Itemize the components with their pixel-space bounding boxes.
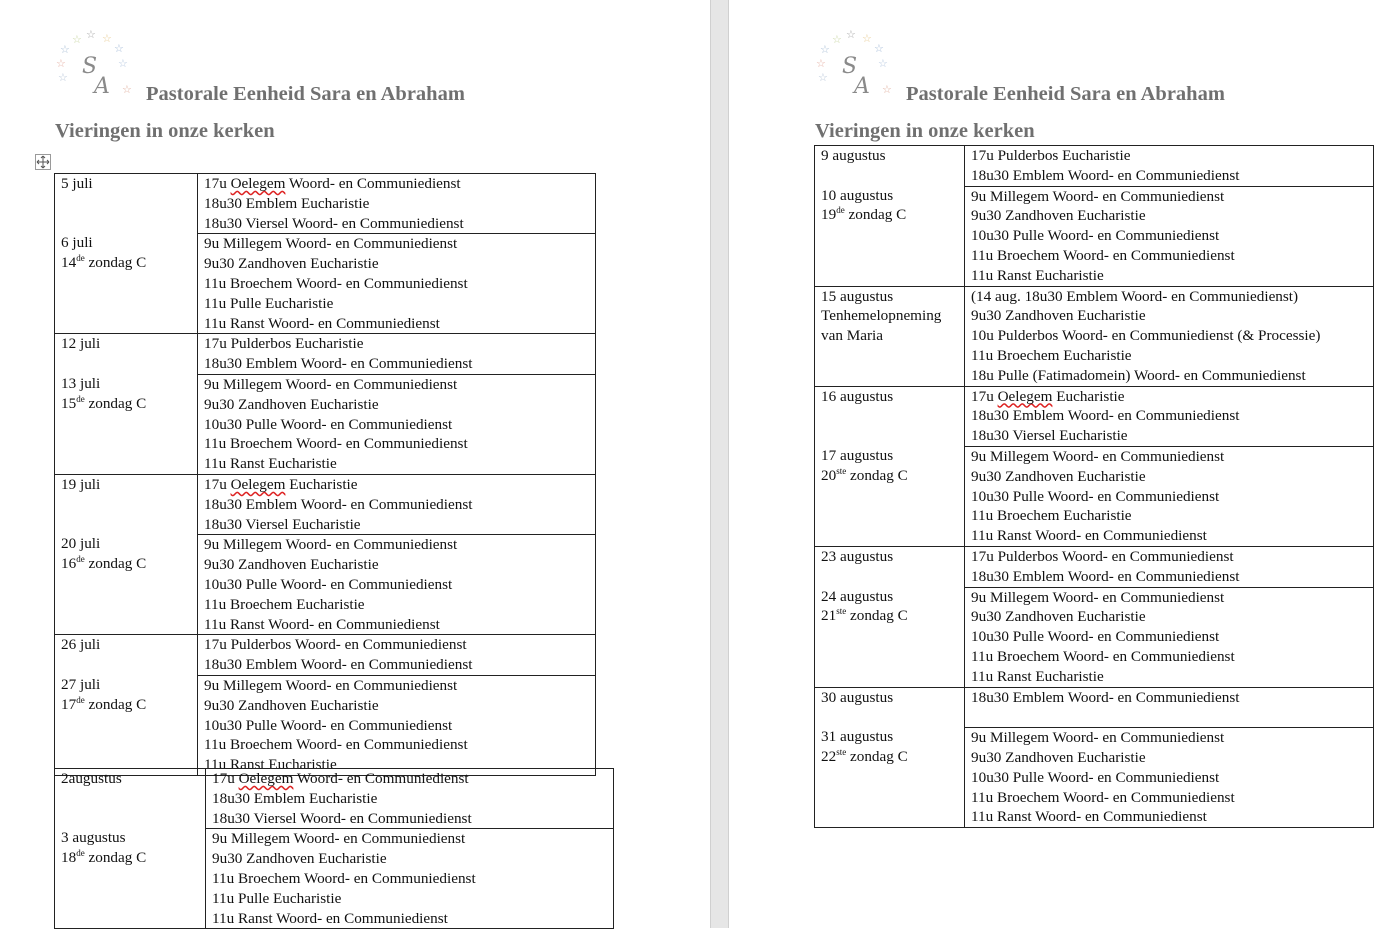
saturday-date: 19 juli bbox=[61, 475, 101, 493]
service-line: 11u Broechem Eucharistie bbox=[971, 507, 1132, 525]
document-title: Vieringen in onze kerken bbox=[815, 120, 1035, 142]
sunday-services bbox=[965, 728, 1374, 828]
service-line: 11u Ranst Eucharistie bbox=[204, 455, 337, 473]
ordinal-suffix: de bbox=[836, 205, 845, 216]
service-line: 11u Ranst Eucharistie bbox=[971, 266, 1104, 284]
service-line: 9u Millegem Woord- en Communiedienst bbox=[971, 187, 1225, 205]
date-cell bbox=[55, 174, 198, 334]
spacer bbox=[61, 809, 199, 829]
schedule-table-right bbox=[814, 145, 1374, 828]
schedule-left-body bbox=[55, 174, 596, 776]
service-line: 9u30 Zandhoven Eucharistie bbox=[204, 556, 379, 574]
sunday-date: 13 juli bbox=[61, 374, 101, 392]
date-cell bbox=[55, 769, 206, 929]
table-row bbox=[815, 146, 1374, 187]
sunday-label: 22ste zondag C bbox=[821, 746, 908, 765]
table-row bbox=[55, 635, 596, 676]
service-line: 17u Pulderbos Eucharistie bbox=[971, 147, 1131, 164]
service-line: 18u30 Emblem Woord- en Communiedienst bbox=[971, 407, 1240, 425]
service-line: 17u Oelegem Eucharistie bbox=[971, 387, 1125, 405]
parish-logo-right bbox=[812, 27, 902, 99]
date-cell bbox=[815, 146, 965, 287]
sunday-date: 24 augustus bbox=[821, 587, 894, 605]
svg-text:☆: ☆ bbox=[114, 42, 124, 55]
service-line: 11u Broechem Woord- en Communiedienst bbox=[971, 246, 1235, 264]
service-line: 11u Pulle Eucharistie bbox=[212, 889, 342, 907]
organization-title: Pastorale Eenheid Sara en Abraham bbox=[906, 83, 1225, 105]
page-gutter bbox=[710, 0, 729, 928]
sunday-label: 16de zondag C bbox=[61, 554, 147, 573]
sunday-date: 31 augustus bbox=[821, 728, 894, 746]
sunday-date: 6 juli bbox=[61, 234, 93, 252]
saturday-services bbox=[965, 386, 1374, 446]
service-line: 9u30 Zandhoven Eucharistie bbox=[971, 608, 1146, 626]
sunday-label: 21ste zondag C bbox=[821, 606, 908, 625]
service-line: 17u Oelegem Eucharistie bbox=[204, 475, 358, 493]
spacer bbox=[61, 495, 191, 515]
sunday-services bbox=[198, 374, 596, 474]
saturday-date: 16 augustus bbox=[821, 387, 894, 405]
service-line: 18u30 Viersel Woord- en Communiedienst bbox=[212, 809, 472, 827]
service-line: 11u Ranst Woord- en Communiedienst bbox=[212, 909, 448, 927]
svg-text:S: S bbox=[82, 54, 98, 79]
saturday-services bbox=[198, 334, 596, 375]
feast-label: van Maria bbox=[821, 327, 883, 345]
date-cell bbox=[815, 546, 965, 687]
schedule-right-body bbox=[815, 146, 1374, 828]
document-title: Vieringen in onze kerken bbox=[55, 120, 275, 142]
spacer bbox=[821, 707, 958, 727]
spacer bbox=[821, 426, 958, 446]
table-row bbox=[815, 286, 1374, 386]
service-line: 11u Pulle Eucharistie bbox=[204, 294, 334, 312]
saturday-services bbox=[965, 146, 1374, 187]
svg-text:☆: ☆ bbox=[72, 33, 82, 46]
service-line: 10u30 Pulle Woord- en Communiedienst bbox=[971, 768, 1220, 786]
svg-text:A: A bbox=[94, 74, 110, 99]
service-line: 17u Pulderbos Eucharistie bbox=[204, 335, 364, 353]
svg-text:S: S bbox=[842, 54, 858, 79]
table-row bbox=[55, 334, 596, 375]
service-line: 10u30 Pulle Woord- en Communiedienst bbox=[204, 575, 453, 593]
ordinal-suffix: ste bbox=[836, 465, 847, 476]
spacer bbox=[971, 707, 1367, 727]
service-line: 11u Ranst Eucharistie bbox=[971, 667, 1104, 685]
svg-text:☆: ☆ bbox=[56, 57, 66, 70]
sunday-services bbox=[965, 587, 1374, 687]
svg-text:☆: ☆ bbox=[818, 71, 828, 84]
svg-text:☆: ☆ bbox=[846, 28, 856, 41]
sunday-services bbox=[198, 234, 596, 334]
service-line: 11u Broechem Woord- en Communiedienst bbox=[204, 435, 468, 453]
sunday-date: 20 juli bbox=[61, 535, 101, 553]
ordinal-suffix: de bbox=[76, 694, 85, 705]
service-line: 9u30 Zandhoven Eucharistie bbox=[204, 395, 379, 413]
service-line: 11u Broechem Woord- en Communiedienst bbox=[971, 788, 1235, 806]
sunday-services bbox=[206, 829, 614, 929]
star-wreath-logo-icon bbox=[52, 27, 142, 99]
service-line: 17u Oelegem Woord- en Communiedienst bbox=[212, 770, 469, 787]
svg-text:☆: ☆ bbox=[118, 57, 128, 70]
service-line: 18u30 Emblem Woord- en Communiedienst bbox=[971, 567, 1240, 585]
table-row bbox=[815, 386, 1374, 446]
saturday-services bbox=[206, 769, 614, 829]
spellcheck-word: Oelegem bbox=[997, 387, 1053, 405]
service-line: 18u30 Emblem Woord- en Communiedienst bbox=[204, 656, 473, 674]
sunday-date: 27 juli bbox=[61, 675, 101, 693]
feast-services bbox=[965, 286, 1374, 386]
saturday-date: 12 juli bbox=[61, 335, 101, 353]
table-row bbox=[815, 687, 1374, 728]
service-line: 18u30 Viersel Eucharistie bbox=[204, 515, 361, 533]
service-line: 11u Broechem Eucharistie bbox=[204, 595, 365, 613]
service-line: 9u Millegem Woord- en Communiedienst bbox=[204, 235, 458, 253]
service-line: 9u Millegem Woord- en Communiedienst bbox=[212, 830, 466, 848]
spellcheck-word: Oelegem bbox=[238, 770, 294, 787]
saturday-services bbox=[198, 174, 596, 234]
schedule-table-left-august bbox=[54, 768, 614, 929]
ordinal-suffix: ste bbox=[836, 606, 847, 617]
service-line: 9u30 Zandhoven Eucharistie bbox=[971, 207, 1146, 225]
service-line: 10u30 Pulle Woord- en Communiedienst bbox=[204, 716, 453, 734]
feast-label: 15 augustus bbox=[821, 287, 894, 305]
service-line: 9u Millegem Woord- en Communiedienst bbox=[204, 375, 458, 393]
saturday-date: 30 augustus bbox=[821, 688, 894, 706]
sunday-services bbox=[198, 675, 596, 775]
schedule-table-left bbox=[54, 173, 596, 776]
service-line: 11u Ranst Woord- en Communiedienst bbox=[971, 808, 1207, 826]
ordinal-suffix: de bbox=[76, 848, 85, 859]
table-row bbox=[815, 546, 1374, 587]
spacer bbox=[821, 166, 958, 186]
spacer bbox=[61, 655, 191, 675]
sunday-label: 15de zondag C bbox=[61, 393, 147, 412]
service-line: 11u Ranst Woord- en Communiedienst bbox=[204, 314, 440, 332]
date-cell bbox=[815, 687, 965, 828]
sunday-date: 17 augustus bbox=[821, 446, 894, 464]
spacer bbox=[821, 406, 958, 426]
ordinal-suffix: de bbox=[76, 253, 85, 264]
sunday-label: 19de zondag C bbox=[821, 205, 907, 224]
service-line: 18u30 Viersel Woord- en Communiedienst bbox=[204, 214, 464, 232]
svg-text:☆: ☆ bbox=[862, 32, 872, 45]
sunday-services bbox=[965, 186, 1374, 286]
service-line: 11u Ranst Woord- en Communiedienst bbox=[971, 527, 1207, 545]
spacer bbox=[61, 214, 191, 234]
saturday-date: 23 augustus bbox=[821, 547, 894, 565]
service-line: 9u30 Zandhoven Eucharistie bbox=[971, 748, 1146, 766]
date-cell bbox=[815, 286, 965, 386]
spacer bbox=[61, 354, 191, 374]
service-line: 10u30 Pulle Woord- en Communiedienst bbox=[971, 227, 1220, 245]
sunday-date: 3 augustus bbox=[61, 829, 126, 847]
svg-text:☆: ☆ bbox=[58, 71, 68, 84]
service-line: 11u Broechem Woord- en Communiedienst bbox=[204, 274, 468, 292]
date-cell bbox=[815, 386, 965, 546]
service-line: 18u30 Emblem Woord- en Communiedienst bbox=[971, 166, 1240, 184]
service-line: 11u Ranst Woord- en Communiedienst bbox=[204, 615, 440, 633]
spacer bbox=[61, 789, 199, 809]
table-row bbox=[55, 769, 614, 829]
service-line: 10u30 Pulle Woord- en Communiedienst bbox=[971, 487, 1220, 505]
service-line: 9u Millegem Woord- en Communiedienst bbox=[971, 729, 1225, 747]
service-line: 18u30 Emblem Eucharistie bbox=[212, 789, 378, 807]
saturday-services bbox=[198, 635, 596, 676]
service-line: 9u Millegem Woord- en Communiedienst bbox=[971, 588, 1225, 606]
service-line: 10u30 Pulle Woord- en Communiedienst bbox=[204, 415, 453, 433]
ordinal-suffix: de bbox=[76, 554, 85, 565]
service-line: 17u Pulderbos Woord- en Communiedienst bbox=[971, 547, 1234, 565]
saturday-services bbox=[198, 474, 596, 534]
svg-text:☆: ☆ bbox=[816, 57, 826, 70]
service-line: 18u30 Emblem Woord- en Communiedienst bbox=[971, 688, 1240, 706]
sunday-services bbox=[965, 446, 1374, 546]
service-line: 10u30 Pulle Woord- en Communiedienst bbox=[971, 628, 1220, 646]
service-line: 18u30 Emblem Woord- en Communiedienst bbox=[204, 495, 473, 513]
table-row bbox=[55, 174, 596, 234]
ordinal-suffix: ste bbox=[836, 746, 847, 757]
service-line: 17u Pulderbos Woord- en Communiedienst bbox=[204, 636, 467, 654]
sunday-label: 17de zondag C bbox=[61, 694, 147, 713]
saturday-services bbox=[965, 546, 1374, 587]
service-line: 9u Millegem Woord- en Communiedienst bbox=[204, 536, 458, 554]
saturday-date: 26 juli bbox=[61, 636, 101, 654]
service-line: 9u Millegem Woord- en Communiedienst bbox=[204, 676, 458, 694]
spacer bbox=[61, 515, 191, 535]
sunday-label: 18de zondag C bbox=[61, 848, 147, 867]
service-line: 9u30 Zandhoven Eucharistie bbox=[971, 467, 1146, 485]
service-line: 9u Millegem Woord- en Communiedienst bbox=[971, 447, 1225, 465]
service-line: 11u Broechem Eucharistie bbox=[971, 346, 1132, 364]
svg-text:A: A bbox=[854, 74, 870, 99]
service-line: 10u Pulderbos Woord- en Communiedienst (& Processie) bbox=[971, 327, 1321, 345]
service-line: 18u30 Emblem Woord- en Communiedienst bbox=[204, 355, 473, 373]
date-cell bbox=[55, 635, 198, 776]
svg-text:☆: ☆ bbox=[60, 43, 70, 56]
spacer bbox=[821, 567, 958, 587]
date-cell bbox=[55, 334, 198, 475]
service-line: 9u30 Zandhoven Eucharistie bbox=[212, 850, 387, 868]
saturday-services bbox=[965, 687, 1374, 728]
schedule-left-august-body bbox=[55, 769, 614, 929]
sunday-label: 20ste zondag C bbox=[821, 465, 908, 484]
saturday-date: 2augustus bbox=[61, 770, 122, 787]
service-line: 11u Broechem Woord- en Communiedienst bbox=[212, 869, 476, 887]
sunday-services bbox=[198, 535, 596, 635]
svg-text:☆: ☆ bbox=[820, 43, 830, 56]
saturday-date: 5 juli bbox=[61, 175, 93, 192]
service-line: 18u Pulle (Fatimadomein) Woord- en Communiedienst bbox=[971, 366, 1306, 384]
spellcheck-word: Oelegem bbox=[230, 175, 286, 192]
ordinal-suffix: de bbox=[76, 393, 85, 404]
svg-text:☆: ☆ bbox=[86, 28, 96, 41]
feast-label: Tenhemelopneming bbox=[821, 307, 942, 325]
svg-text:☆: ☆ bbox=[102, 32, 112, 45]
service-line: 11u Ranst Eucharistie bbox=[204, 756, 337, 774]
service-line: 11u Broechem Woord- en Communiedienst bbox=[204, 736, 468, 754]
organization-title: Pastorale Eenheid Sara en Abraham bbox=[146, 83, 465, 105]
star-wreath-logo-icon bbox=[812, 27, 902, 99]
table-row bbox=[55, 474, 596, 534]
svg-text:☆: ☆ bbox=[832, 33, 842, 46]
service-line: (14 aug. 18u30 Emblem Woord- en Communiedienst) bbox=[971, 287, 1299, 305]
service-line: 18u30 Viersel Eucharistie bbox=[971, 427, 1128, 445]
table-move-handle[interactable] bbox=[35, 154, 51, 170]
spellcheck-word: Oelegem bbox=[230, 475, 286, 493]
document-page-right bbox=[728, 0, 1378, 928]
service-line: 17u Oelegem Woord- en Communiedienst bbox=[204, 175, 461, 192]
parish-logo-left bbox=[52, 27, 142, 99]
date-cell bbox=[55, 474, 198, 634]
service-line: 9u30 Zandhoven Eucharistie bbox=[204, 255, 379, 273]
svg-text:☆: ☆ bbox=[874, 42, 884, 55]
saturday-date: 9 augustus bbox=[821, 147, 886, 164]
sunday-label: 14de zondag C bbox=[61, 253, 147, 272]
svg-text:☆: ☆ bbox=[122, 83, 132, 96]
service-line: 9u30 Zandhoven Eucharistie bbox=[204, 696, 379, 714]
service-line: 18u30 Emblem Eucharistie bbox=[204, 194, 370, 212]
sunday-date: 10 augustus bbox=[821, 186, 894, 204]
svg-text:☆: ☆ bbox=[878, 57, 888, 70]
service-line: 11u Broechem Woord- en Communiedienst bbox=[971, 647, 1235, 665]
svg-text:☆: ☆ bbox=[882, 83, 892, 96]
service-line: 9u30 Zandhoven Eucharistie bbox=[971, 307, 1146, 325]
move-arrows-icon bbox=[36, 155, 50, 169]
spacer bbox=[61, 194, 191, 214]
